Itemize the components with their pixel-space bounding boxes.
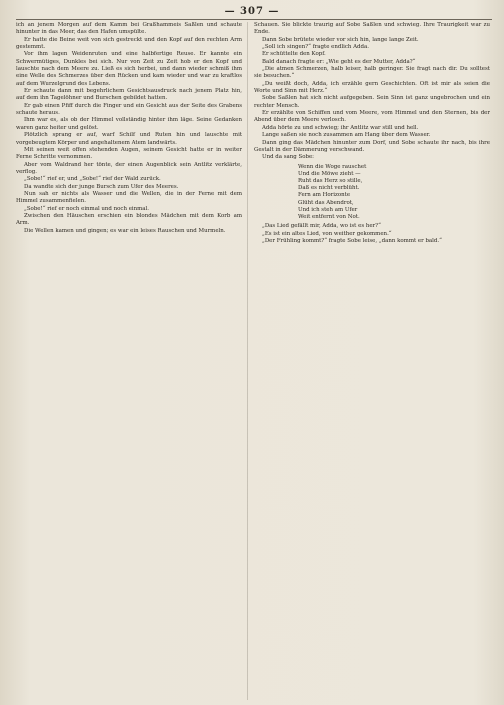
paragraph: ich an jenem Morgen auf dem Kamm bei Graßhammeis Saßlen und schaute hinunter in das Meer, das den Hafen umspülte. [16,22,242,36]
paragraph: Plötzlich sprang er auf, warf Schilf und Ruten hin und lauschte mit vorgebeugtem Körper und angehaltenem Atem landwärts. [16,132,242,146]
header-rule [16,19,492,20]
paragraph: Adda hörte zu und schwieg; ihr Antlitz war still und hell. [262,124,419,131]
verse-line: Weit entfernt von Not. [298,213,360,220]
paragraph: Ihm war es, als ob der Himmel vollständig hinter ihm läge. Seine Gedanken waren ganz heiter und gelöst. [16,117,242,131]
verse-line: Und ich steh am Ufer [298,206,358,213]
paragraph: „Sobe!“ rief er, und „Sobe!“ rief der Wald zurück. [24,176,161,183]
paragraph: „Das Lied gefällt mir, Adda, wo ist es her?“ [262,223,381,230]
paragraph: Dann ging das Mädchen hinunter zum Dorf, und Sobe schaute ihr nach, bis ihre Gestalt in der Dämmerung verschwand. [254,139,490,153]
verse-line: Fern am Horizonte [298,192,351,199]
page-number: — 307 — [224,6,280,17]
paragraph: „Der Frühling kommt?“ fragte Sobe leise, „dann kommt er bald.“ [262,237,442,244]
column-divider [247,22,248,700]
paragraph: „Sobe!“ rief er noch einmal und noch einmal. [24,205,150,212]
verse-line: Ruht das Herz so stille, [298,177,363,184]
paragraph: „Soll ich singen?“ fragte endlich Adda. [262,44,369,51]
paragraph: „Es ist ein altes Lied, von weither gekommen.“ [262,230,392,237]
verse-line: Glüht das Abendrot, [298,199,354,206]
verse-line: Daß es nicht verblüht. [298,185,360,192]
paragraph: Die Wellen kamen und gingen; es war ein leises Rauschen und Murmeln. [24,227,226,234]
left-column [16,22,242,702]
paragraph: Zwischen den Häuschen erschien ein blondes Mädchen mit dem Korb am Arm. [16,212,242,227]
paragraph: „Du weißt doch, Adda, ich erzähle gern Geschichten. Oft ist mir als seien die Worte und Sinn mit Herz.“ [254,80,490,95]
paragraph: Er schüttelte den Kopf. [262,51,326,58]
verse-line: Und die Möwe zieht — [298,170,361,177]
verse-line: Wenn die Woge rauschet [298,163,367,170]
paragraph: Er hatte die Beine weit von sich gestreckt und den Kopf auf den rechten Arm gestemmt. [16,36,242,51]
paragraph: Nun sah er nichts als Wasser und die Wellen, die in der Ferne mit dem Himmel zusammenfielen. [16,190,242,205]
paragraph: Vor ihm lagen Weidenruten und eine halbfertige Reuse. Er kannte ein Schwermütiges, Dunkles bei sich. Nur von Zeit zu Zeit hob er den Kopf und lauschte nach dem Meere zu. Ließ es sich herbei, und dann wieder schmiß ihm eine Welle des Schmerzes über den Rücken und kam wieder und war zu kraftlos auf dem Wurzelgrund des Lebens. [16,51,242,87]
paragraph: Aber vom Waldrand her tönte, der einen Augenblick sein Antlitz verklärte, verflog. [16,161,242,175]
paragraph: „Die atmen Schmerzen, halb leiser, halb geringer. Sie fragt nach dir. Du solltest sie besuchen.“ [254,66,490,80]
song-verse [298,164,490,222]
paragraph: Er erzählte von Schiffen und vom Meere, vom Himmel und den Sternen, bis der Abend über dem Meere verlosch. [254,110,490,124]
verse-intro: Und da sang Sobe: [262,154,315,161]
paragraph: Bald danach fragte er: „Wie geht es der Mutter, Adda?“ [262,58,416,65]
paragraph: Mit seinen weit offen stehenden Augen, seinem Gesicht hatte er in weiter Ferne Schritte vernommen. [16,146,242,161]
paragraph: Dann Sobe brütete wieder vor sich hin, lange lange Zeit. [262,36,419,43]
paragraph: Da wandte sich der junge Bursch zum Ufer des Meeres. [24,183,179,190]
paragraph: Sobe Saßlen hat sich nicht aufgegeben. Sein Sinn ist ganz ungebrochen und ein rechter Mensch. [254,95,490,109]
right-column [254,22,490,702]
paragraph: Er schaute dann mit begehrlichem Gesichtsausdruck nach jenem Platz hin, auf dem ihn Tagelöhner und Burschen gebildet hatten. [16,88,242,102]
paragraph: Lange saßen sie noch zusammen am Hang über dem Wasser. [262,132,431,139]
paragraph: Er gab einen Pfiff durch die Finger und ein Gesicht aus der Seite des Grabens schaute heraus. [16,102,242,117]
paragraph: Schauen. Sie blickte traurig auf Sobe Saßlen und schwieg. Ihre Traurigkeit war zu Ende. [254,22,490,36]
